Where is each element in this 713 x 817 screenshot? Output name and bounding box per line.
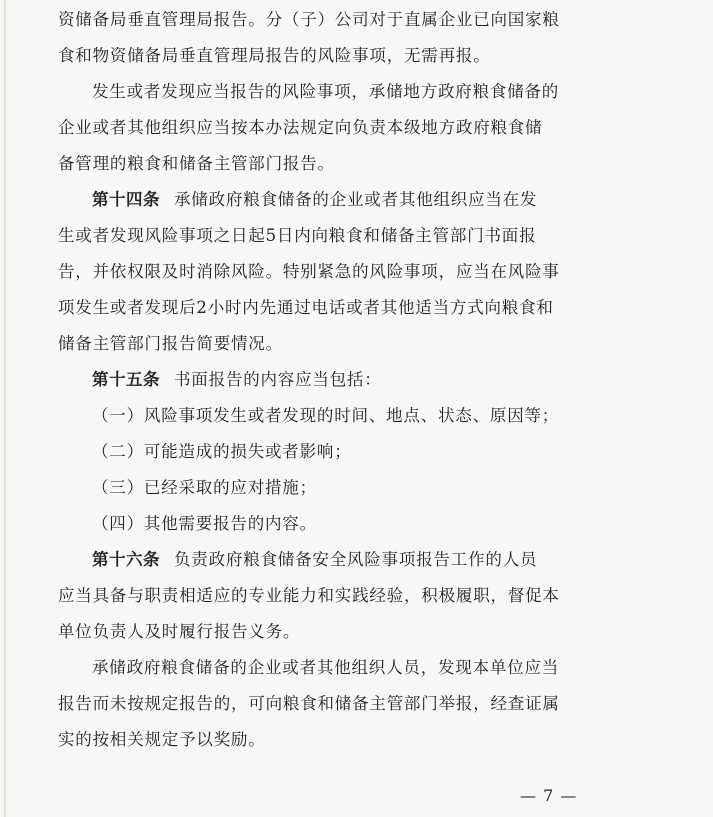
line-text: 负责政府粮食储备安全风险事项报告工作的人员 (174, 550, 538, 569)
line-text: 书面报告的内容应当包括： (174, 370, 382, 389)
article-16 (58, 548, 588, 584)
line-text: 实的按相关规定予以奖励。 (58, 730, 266, 749)
line-text: （一）风险事项发生或者发现的时间、地点、状态、原因等； (92, 406, 560, 425)
paragraph-start (58, 80, 588, 116)
line-text: 项发生或者发现后2小时内先通过电话或者其他适当方式向粮食和 (58, 298, 554, 317)
text-line (58, 332, 588, 368)
line-text: 承储政府粮食储备的企业或者其他组织应当在发 (174, 190, 538, 209)
line-text: （三）已经采取的应对措施； (92, 478, 317, 497)
line-text: 单位负责人及时履行报告义务。 (58, 622, 301, 641)
page-edge (4, 0, 7, 817)
line-text: 生或者发现风险事项之日起5日内向粮食和储备主管部门书面报 (58, 226, 537, 245)
text-line (58, 260, 588, 296)
article-heading: 第十五条 (92, 370, 160, 389)
text-line (58, 44, 588, 80)
list-item (58, 476, 588, 512)
line-text: 应当具备与职责相适应的专业能力和实践经验，积极履职，督促本 (58, 586, 560, 605)
line-text: （四）其他需要报告的内容。 (92, 514, 317, 533)
text-line (58, 8, 588, 44)
text-line (58, 116, 588, 152)
line-text: 食和物资储备局垂直管理局报告的风险事项，无需再报。 (58, 46, 491, 65)
article-heading: 第十四条 (92, 190, 160, 209)
article-14 (58, 188, 588, 224)
text-line (58, 296, 588, 332)
line-text: 报告而未按规定报告的，可向粮食和储备主管部门举报，经查证属 (58, 694, 560, 713)
list-item (58, 440, 588, 476)
list-item (58, 404, 588, 440)
line-text: （二）可能造成的损失或者影响； (92, 442, 352, 461)
line-text: 承储政府粮食储备的企业或者其他组织人员，发现本单位应当 (92, 658, 560, 677)
article-15 (58, 368, 588, 404)
line-text: 发生或者发现应当报告的风险事项，承储地方政府粮食储备的 (92, 82, 560, 101)
document-body (58, 8, 588, 764)
line-text: 备管理的粮食和储备主管部门报告。 (58, 154, 335, 173)
article-heading: 第十六条 (92, 550, 160, 569)
line-text: 储备主管部门报告简要情况。 (58, 334, 283, 353)
text-line (58, 728, 588, 764)
line-text: 资储备局垂直管理局报告。分（子）公司对于直属企业已向国家粮 (58, 10, 560, 29)
paragraph-start (58, 656, 588, 692)
line-text: 告，并依权限及时消除风险。特别紧急的风险事项，应当在风险事 (58, 262, 560, 281)
line-text: 企业或者其他组织应当按本办法规定向负责本级地方政府粮食储 (58, 118, 543, 137)
text-line (58, 152, 588, 188)
text-line (58, 692, 588, 728)
page-number: — 7 — (520, 786, 578, 805)
text-line (58, 584, 588, 620)
text-line (58, 620, 588, 656)
text-line (58, 224, 588, 260)
list-item (58, 512, 588, 548)
